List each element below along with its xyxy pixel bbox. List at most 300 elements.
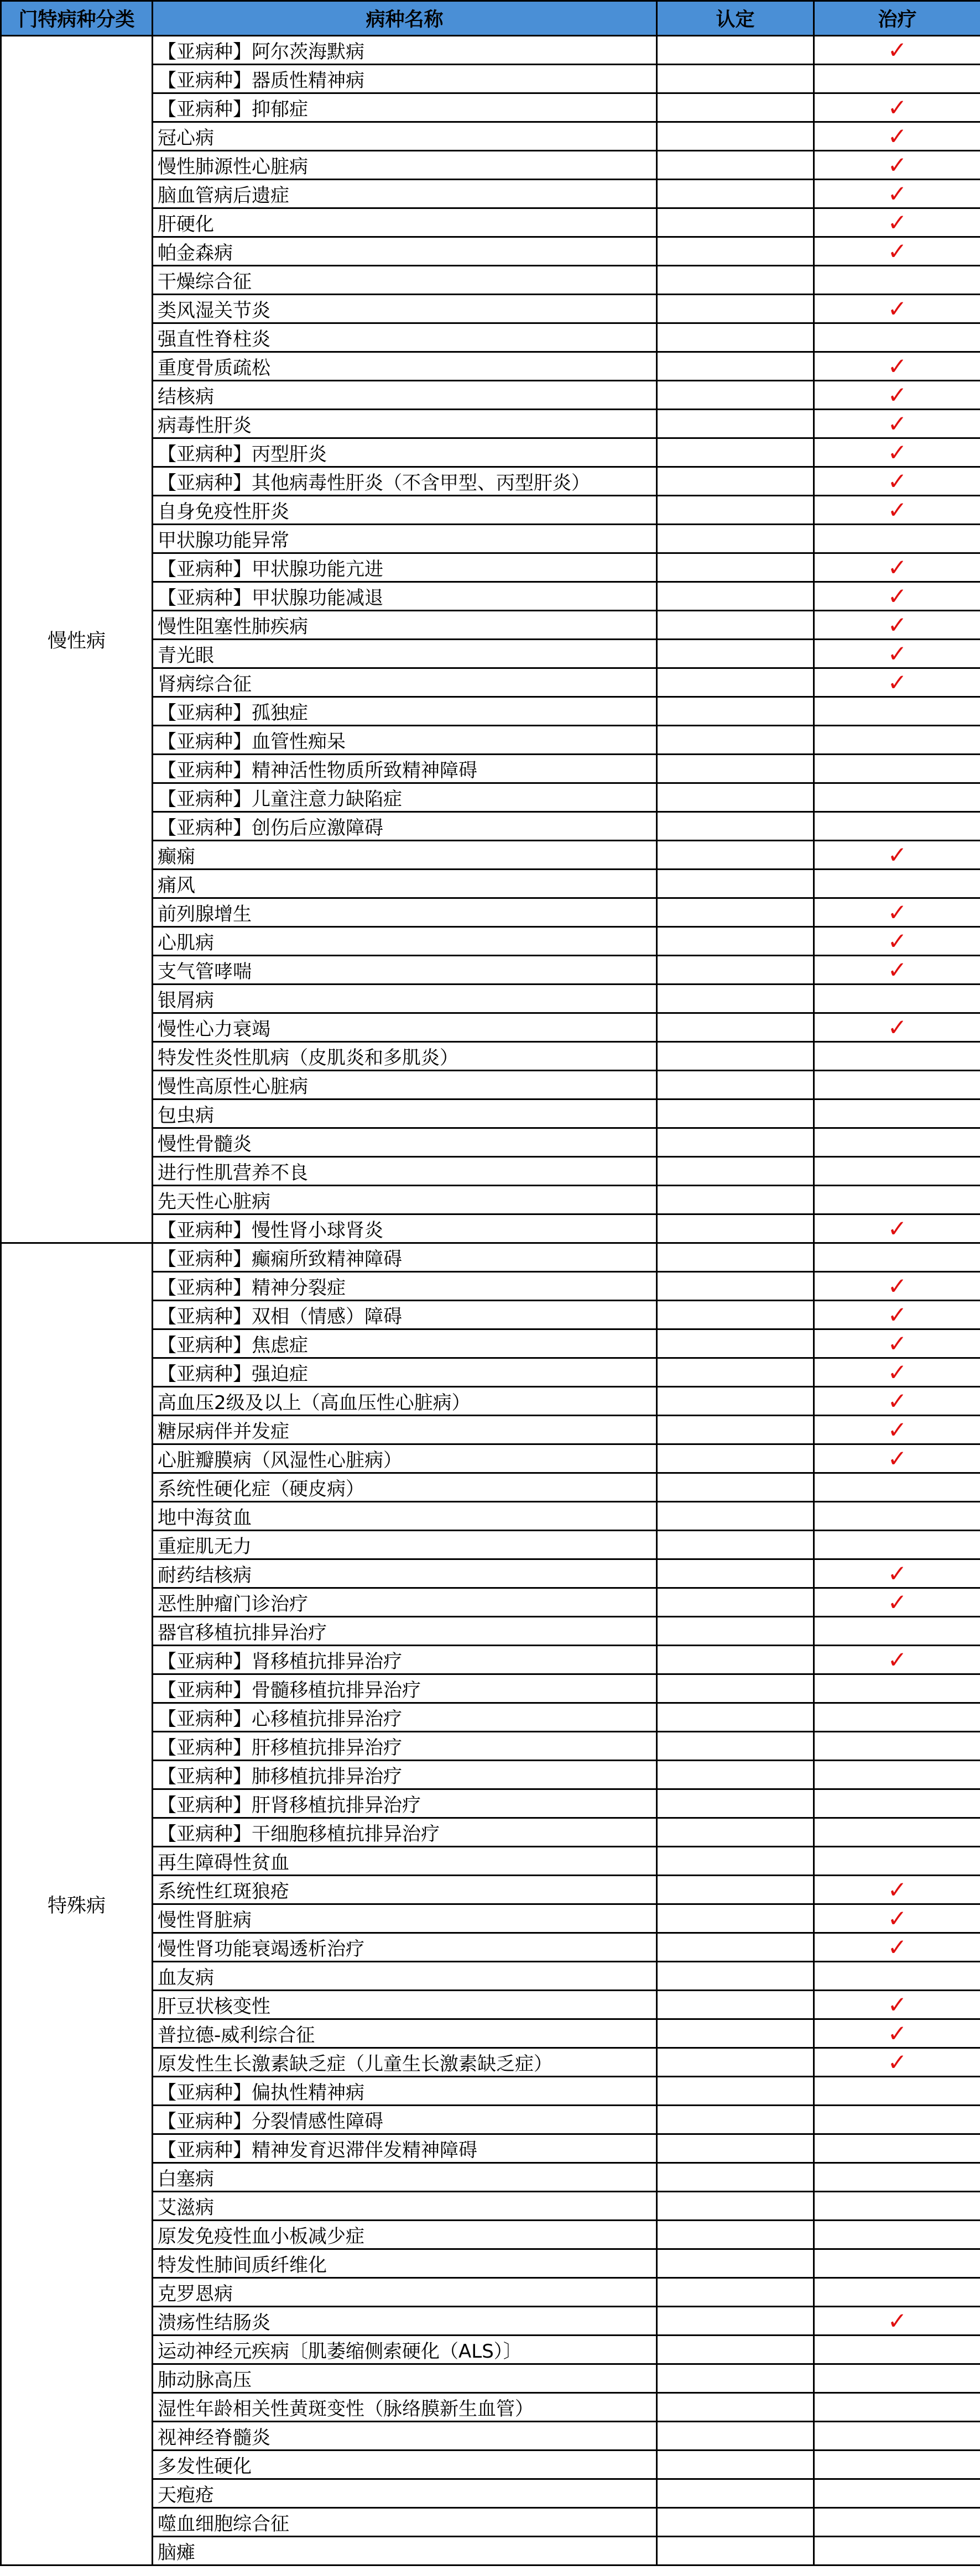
treatment-cell [814, 122, 980, 151]
treatment-cell [814, 1473, 980, 1502]
disease-name-cell: 先天性心脏病 [153, 1186, 657, 1214]
recognized-cell [657, 1933, 814, 1962]
treatment-cell [814, 1559, 980, 1588]
check-mark-icon: ✓ [887, 1416, 908, 1443]
disease-name-cell: 【亚病种】慢性肾小球肾炎 [153, 1214, 657, 1243]
recognized-cell [657, 611, 814, 640]
disease-name-cell: 【亚病种】阿尔茨海默病 [153, 36, 657, 65]
recognized-cell [657, 2249, 814, 2278]
recognized-cell [657, 36, 814, 65]
treatment-cell [814, 2134, 980, 2163]
recognized-cell [657, 2364, 814, 2393]
check-mark-icon: ✓ [887, 295, 908, 322]
treatment-cell [814, 2077, 980, 2106]
recognized-cell [657, 122, 814, 151]
recognized-cell [657, 783, 814, 812]
recognized-cell [657, 2163, 814, 2192]
disease-name-cell: 【亚病种】其他病毒性肝炎（不含甲型、丙型肝炎） [153, 467, 657, 496]
treatment-cell [814, 1042, 980, 1071]
treatment-cell [814, 1502, 980, 1531]
treatment-cell [814, 1933, 980, 1962]
disease-name-cell: 肝硬化 [153, 208, 657, 237]
disease-name-cell: 【亚病种】偏执性精神病 [153, 2077, 657, 2106]
disease-name-cell: 原发性生长激素缺乏症（儿童生长激素缺乏症） [153, 2048, 657, 2077]
disease-name-cell: 系统性红斑狼疮 [153, 1876, 657, 1904]
treatment-cell [814, 467, 980, 496]
recognized-cell [657, 1991, 814, 2019]
treatment-cell [814, 1617, 980, 1646]
recognized-cell [657, 2019, 814, 2048]
recognized-cell [657, 668, 814, 697]
treatment-cell [814, 65, 980, 93]
check-mark-icon: ✓ [887, 898, 908, 926]
check-mark-icon: ✓ [887, 1301, 908, 1328]
check-mark-icon: ✓ [887, 1272, 908, 1300]
disease-name-cell: 【亚病种】强迫症 [153, 1358, 657, 1387]
treatment-cell [814, 1703, 980, 1732]
treatment-cell [814, 2221, 980, 2249]
disease-name-cell: 【亚病种】创伤后应激障碍 [153, 812, 657, 841]
disease-name-cell: 自身免疫性肝炎 [153, 496, 657, 525]
treatment-cell [814, 1243, 980, 1272]
disease-name-cell: 原发免疫性血小板减少症 [153, 2221, 657, 2249]
treatment-cell [814, 151, 980, 180]
disease-name-cell: 特发性炎性肌病（皮肌炎和多肌炎） [153, 1042, 657, 1071]
recognized-cell [657, 93, 814, 122]
check-mark-icon: ✓ [887, 1933, 908, 1961]
recognized-cell [657, 1301, 814, 1329]
treatment-cell [814, 1272, 980, 1301]
check-mark-icon: ✓ [887, 640, 908, 667]
recognized-cell [657, 2106, 814, 2134]
disease-name-cell: 支气管哮喘 [153, 956, 657, 985]
recognized-cell [657, 1013, 814, 1042]
disease-name-cell: 【亚病种】血管性痴呆 [153, 726, 657, 755]
treatment-cell [814, 1301, 980, 1329]
treatment-cell [814, 2479, 980, 2508]
check-mark-icon: ✓ [887, 1876, 908, 1903]
treatment-cell [814, 2307, 980, 2336]
recognized-cell [657, 1818, 814, 1847]
recognized-cell [657, 2134, 814, 2163]
recognized-cell [657, 1646, 814, 1674]
recognized-cell [657, 65, 814, 93]
recognized-cell [657, 985, 814, 1013]
recognized-cell [657, 1588, 814, 1617]
check-mark-icon: ✓ [887, 180, 908, 207]
disease-name-cell: 干燥综合征 [153, 266, 657, 295]
check-mark-icon: ✓ [887, 1444, 908, 1472]
treatment-cell [814, 2249, 980, 2278]
header-treatment: 治疗 [814, 1, 980, 36]
recognized-cell [657, 2307, 814, 2336]
recognized-cell [657, 1559, 814, 1588]
treatment-cell [814, 812, 980, 841]
disease-name-cell: 【亚病种】肾移植抗排异治疗 [153, 1646, 657, 1674]
treatment-cell [814, 1588, 980, 1617]
disease-name-cell: 【亚病种】肝移植抗排异治疗 [153, 1732, 657, 1761]
recognized-cell [657, 1387, 814, 1416]
recognized-cell [657, 1186, 814, 1214]
disease-name-cell: 白塞病 [153, 2163, 657, 2192]
recognized-cell [657, 2451, 814, 2479]
treatment-cell [814, 1818, 980, 1847]
treatment-cell [814, 2537, 980, 2565]
treatment-cell [814, 295, 980, 323]
recognized-cell [657, 496, 814, 525]
disease-name-cell: 包虫病 [153, 1099, 657, 1128]
recognized-cell [657, 2537, 814, 2565]
disease-name-cell: 【亚病种】肺移植抗排异治疗 [153, 1761, 657, 1789]
recognized-cell [657, 841, 814, 870]
recognized-cell [657, 2221, 814, 2249]
disease-name-cell: 糖尿病伴并发症 [153, 1416, 657, 1444]
treatment-cell [814, 2192, 980, 2221]
check-mark-icon: ✓ [887, 1214, 908, 1242]
treatment-cell [814, 1157, 980, 1186]
treatment-cell [814, 1214, 980, 1243]
check-mark-icon: ✓ [887, 2307, 908, 2334]
disease-name-cell: 进行性肌营养不良 [153, 1157, 657, 1186]
treatment-cell [814, 1416, 980, 1444]
check-mark-icon: ✓ [887, 611, 908, 638]
disease-name-cell: 甲状腺功能异常 [153, 525, 657, 553]
header-disease-name: 病种名称 [153, 1, 657, 36]
recognized-cell [657, 1128, 814, 1157]
check-mark-icon: ✓ [887, 1013, 908, 1041]
recognized-cell [657, 438, 814, 467]
treatment-cell [814, 2393, 980, 2422]
disease-name-cell: 帕金森病 [153, 237, 657, 266]
disease-name-cell: 肺动脉高压 [153, 2364, 657, 2393]
disease-name-cell: 【亚病种】抑郁症 [153, 93, 657, 122]
check-mark-icon: ✓ [887, 1329, 908, 1357]
recognized-cell [657, 410, 814, 438]
treatment-cell [814, 2163, 980, 2192]
recognized-cell [657, 1847, 814, 1876]
disease-name-cell: 系统性硬化症（硬皮病） [153, 1473, 657, 1502]
treatment-cell [814, 180, 980, 208]
disease-name-cell: 青光眼 [153, 640, 657, 668]
recognized-cell [657, 1329, 814, 1358]
recognized-cell [657, 1157, 814, 1186]
disease-name-cell: 心肌病 [153, 927, 657, 956]
recognized-cell [657, 1617, 814, 1646]
category-cell: 特殊病 [1, 1243, 153, 2565]
disease-name-cell: 克罗恩病 [153, 2278, 657, 2307]
table-header [1, 1, 980, 36]
check-mark-icon: ✓ [887, 93, 908, 121]
disease-name-cell: 慢性肾脏病 [153, 1904, 657, 1933]
recognized-cell [657, 1761, 814, 1789]
check-mark-icon: ✓ [887, 381, 908, 409]
disease-name-cell: 血友病 [153, 1962, 657, 1991]
treatment-cell [814, 2278, 980, 2307]
disease-name-cell: 湿性年龄相关性黄斑变性（脉络膜新生血管） [153, 2393, 657, 2422]
header-row [1, 1, 980, 36]
treatment-cell [814, 1991, 980, 2019]
disease-name-cell: 结核病 [153, 381, 657, 410]
check-mark-icon: ✓ [887, 1991, 908, 2018]
category-cell: 慢性病 [1, 36, 153, 1243]
treatment-cell [814, 208, 980, 237]
disease-name-cell: 病毒性肝炎 [153, 410, 657, 438]
disease-name-cell: 溃疡性结肠炎 [153, 2307, 657, 2336]
disease-name-cell: 【亚病种】甲状腺功能亢进 [153, 553, 657, 582]
disease-name-cell: 【亚病种】儿童注意力缺陷症 [153, 783, 657, 812]
recognized-cell [657, 2077, 814, 2106]
recognized-cell [657, 1243, 814, 1272]
recognized-cell [657, 180, 814, 208]
disease-name-cell: 【亚病种】分裂情感性障碍 [153, 2106, 657, 2134]
check-mark-icon: ✓ [887, 1646, 908, 1673]
disease-name-cell: 肝豆状核变性 [153, 1991, 657, 2019]
check-mark-icon: ✓ [887, 841, 908, 868]
check-mark-icon: ✓ [887, 1358, 908, 1386]
recognized-cell [657, 898, 814, 927]
treatment-cell [814, 927, 980, 956]
recognized-cell [657, 2048, 814, 2077]
treatment-cell [814, 2019, 980, 2048]
treatment-cell [814, 496, 980, 525]
treatment-cell [814, 1358, 980, 1387]
disease-name-cell: 【亚病种】甲状腺功能减退 [153, 582, 657, 611]
treatment-cell [814, 1099, 980, 1128]
treatment-cell [814, 2336, 980, 2364]
treatment-cell [814, 36, 980, 65]
treatment-cell [814, 1876, 980, 1904]
disease-name-cell: 特发性肺间质纤维化 [153, 2249, 657, 2278]
disease-name-cell: 【亚病种】器质性精神病 [153, 65, 657, 93]
disease-name-cell: 恶性肿瘤门诊治疗 [153, 1588, 657, 1617]
disease-name-cell: 耐药结核病 [153, 1559, 657, 1588]
treatment-cell [814, 410, 980, 438]
disease-name-cell: 类风湿关节炎 [153, 295, 657, 323]
recognized-cell [657, 1502, 814, 1531]
check-mark-icon: ✓ [887, 2048, 908, 2076]
disease-name-cell: 艾滋病 [153, 2192, 657, 2221]
recognized-cell [657, 1099, 814, 1128]
check-mark-icon: ✓ [887, 467, 908, 495]
check-mark-icon: ✓ [887, 582, 908, 610]
recognized-cell [657, 956, 814, 985]
recognized-cell [657, 1904, 814, 1933]
treatment-cell [814, 2106, 980, 2134]
recognized-cell [657, 1674, 814, 1703]
check-mark-icon: ✓ [887, 1559, 908, 1587]
treatment-cell [814, 640, 980, 668]
disease-name-cell: 视神经脊髓炎 [153, 2422, 657, 2451]
header-category: 门特病种分类 [1, 1, 153, 36]
recognized-cell [657, 755, 814, 783]
header-recognized: 认定 [657, 1, 814, 36]
treatment-cell [814, 870, 980, 898]
disease-name-cell: 脑瘫 [153, 2537, 657, 2565]
disease-name-cell: 噬血细胞综合征 [153, 2508, 657, 2537]
treatment-cell [814, 898, 980, 927]
recognized-cell [657, 2278, 814, 2307]
recognized-cell [657, 1531, 814, 1559]
recognized-cell [657, 2479, 814, 2508]
disease-name-cell: 癫痫 [153, 841, 657, 870]
disease-name-cell: 【亚病种】骨髓移植抗排异治疗 [153, 1674, 657, 1703]
check-mark-icon: ✓ [887, 1904, 908, 1932]
disease-name-cell: 【亚病种】精神分裂症 [153, 1272, 657, 1301]
disease-name-cell: 地中海贫血 [153, 1502, 657, 1531]
recognized-cell [657, 266, 814, 295]
treatment-cell [814, 697, 980, 726]
recognized-cell [657, 1214, 814, 1243]
recognized-cell [657, 582, 814, 611]
recognized-cell [657, 381, 814, 410]
disease-name-cell: 冠心病 [153, 122, 657, 151]
check-mark-icon: ✓ [887, 496, 908, 523]
table-body [1, 36, 980, 2565]
treatment-cell [814, 381, 980, 410]
treatment-cell [814, 1674, 980, 1703]
treatment-cell [814, 726, 980, 755]
disease-name-cell: 慢性肾功能衰竭透析治疗 [153, 1933, 657, 1962]
disease-name-cell: 重症肌无力 [153, 1531, 657, 1559]
check-mark-icon: ✓ [887, 1588, 908, 1616]
treatment-cell [814, 237, 980, 266]
recognized-cell [657, 151, 814, 180]
recognized-cell [657, 295, 814, 323]
check-mark-icon: ✓ [887, 668, 908, 696]
treatment-cell [814, 1329, 980, 1358]
disease-name-cell: 再生障碍性贫血 [153, 1847, 657, 1876]
disease-name-cell: 器官移植抗排异治疗 [153, 1617, 657, 1646]
recognized-cell [657, 1962, 814, 1991]
table-row [1, 36, 980, 65]
treatment-cell [814, 266, 980, 295]
recognized-cell [657, 1732, 814, 1761]
disease-name-cell: 【亚病种】心移植抗排异治疗 [153, 1703, 657, 1732]
treatment-cell [814, 1387, 980, 1416]
disease-name-cell: 慢性肺源性心脏病 [153, 151, 657, 180]
disease-name-cell: 慢性阻塞性肺疾病 [153, 611, 657, 640]
treatment-cell [814, 2364, 980, 2393]
disease-name-cell: 强直性脊柱炎 [153, 323, 657, 352]
recognized-cell [657, 467, 814, 496]
disease-name-cell: 痛风 [153, 870, 657, 898]
check-mark-icon: ✓ [887, 237, 908, 265]
recognized-cell [657, 1358, 814, 1387]
treatment-cell [814, 2451, 980, 2479]
recognized-cell [657, 553, 814, 582]
treatment-cell [814, 93, 980, 122]
recognized-cell [657, 323, 814, 352]
recognized-cell [657, 237, 814, 266]
treatment-cell [814, 1531, 980, 1559]
disease-name-cell: 慢性骨髓炎 [153, 1128, 657, 1157]
treatment-cell [814, 582, 980, 611]
disease-name-cell: 【亚病种】肝肾移植抗排异治疗 [153, 1789, 657, 1818]
disease-name-cell: 银屑病 [153, 985, 657, 1013]
table-row [1, 1243, 980, 1272]
treatment-cell [814, 323, 980, 352]
recognized-cell [657, 2336, 814, 2364]
recognized-cell [657, 1444, 814, 1473]
disease-name-cell: 慢性心力衰竭 [153, 1013, 657, 1042]
treatment-cell [814, 1847, 980, 1876]
treatment-cell [814, 841, 980, 870]
recognized-cell [657, 1703, 814, 1732]
treatment-cell [814, 1789, 980, 1818]
recognized-cell [657, 1473, 814, 1502]
disease-name-cell: 脑血管病后遗症 [153, 180, 657, 208]
recognized-cell [657, 525, 814, 553]
disease-name-cell: 【亚病种】精神发育迟滞伴发精神障碍 [153, 2134, 657, 2163]
recognized-cell [657, 2393, 814, 2422]
check-mark-icon: ✓ [887, 1387, 908, 1415]
check-mark-icon: ✓ [887, 956, 908, 983]
disease-name-cell: 多发性硬化 [153, 2451, 657, 2479]
treatment-cell [814, 1444, 980, 1473]
check-mark-icon: ✓ [887, 553, 908, 581]
recognized-cell [657, 2508, 814, 2537]
disease-name-cell: 普拉德-威利综合征 [153, 2019, 657, 2048]
recognized-cell [657, 812, 814, 841]
treatment-cell [814, 668, 980, 697]
treatment-cell [814, 1761, 980, 1789]
check-mark-icon: ✓ [887, 2019, 908, 2047]
recognized-cell [657, 1876, 814, 1904]
disease-name-cell: 【亚病种】干细胞移植抗排异治疗 [153, 1818, 657, 1847]
check-mark-icon: ✓ [887, 352, 908, 380]
treatment-cell [814, 1962, 980, 1991]
treatment-cell [814, 985, 980, 1013]
check-mark-icon: ✓ [887, 122, 908, 150]
treatment-cell [814, 755, 980, 783]
disease-name-cell: 高血压2级及以上（高血压性心脏病） [153, 1387, 657, 1416]
treatment-cell [814, 438, 980, 467]
disease-name-cell: 运动神经元疾病〔肌萎缩侧索硬化（ALS）〕 [153, 2336, 657, 2364]
disease-name-cell: 前列腺增生 [153, 898, 657, 927]
treatment-cell [814, 525, 980, 553]
recognized-cell [657, 870, 814, 898]
treatment-cell [814, 956, 980, 985]
treatment-cell [814, 1071, 980, 1099]
disease-name-cell: 天疱疮 [153, 2479, 657, 2508]
treatment-cell [814, 352, 980, 381]
treatment-cell [814, 611, 980, 640]
disease-name-cell: 【亚病种】精神活性物质所致精神障碍 [153, 755, 657, 783]
check-mark-icon: ✓ [887, 151, 908, 179]
treatment-cell [814, 2422, 980, 2451]
recognized-cell [657, 1416, 814, 1444]
recognized-cell [657, 927, 814, 956]
disease-name-cell: 心脏瓣膜病（风湿性心脏病） [153, 1444, 657, 1473]
recognized-cell [657, 697, 814, 726]
recognized-cell [657, 208, 814, 237]
check-mark-icon: ✓ [887, 208, 908, 236]
recognized-cell [657, 1071, 814, 1099]
disease-name-cell: 【亚病种】双相（情感）障碍 [153, 1301, 657, 1329]
treatment-cell [814, 1646, 980, 1674]
check-mark-icon: ✓ [887, 927, 908, 955]
treatment-cell [814, 1013, 980, 1042]
treatment-cell [814, 553, 980, 582]
disease-name-cell: 【亚病种】孤独症 [153, 697, 657, 726]
disease-name-cell: 重度骨质疏松 [153, 352, 657, 381]
disease-name-cell: 肾病综合征 [153, 668, 657, 697]
recognized-cell [657, 2192, 814, 2221]
treatment-cell [814, 1904, 980, 1933]
disease-name-cell: 【亚病种】焦虑症 [153, 1329, 657, 1358]
recognized-cell [657, 1789, 814, 1818]
recognized-cell [657, 726, 814, 755]
